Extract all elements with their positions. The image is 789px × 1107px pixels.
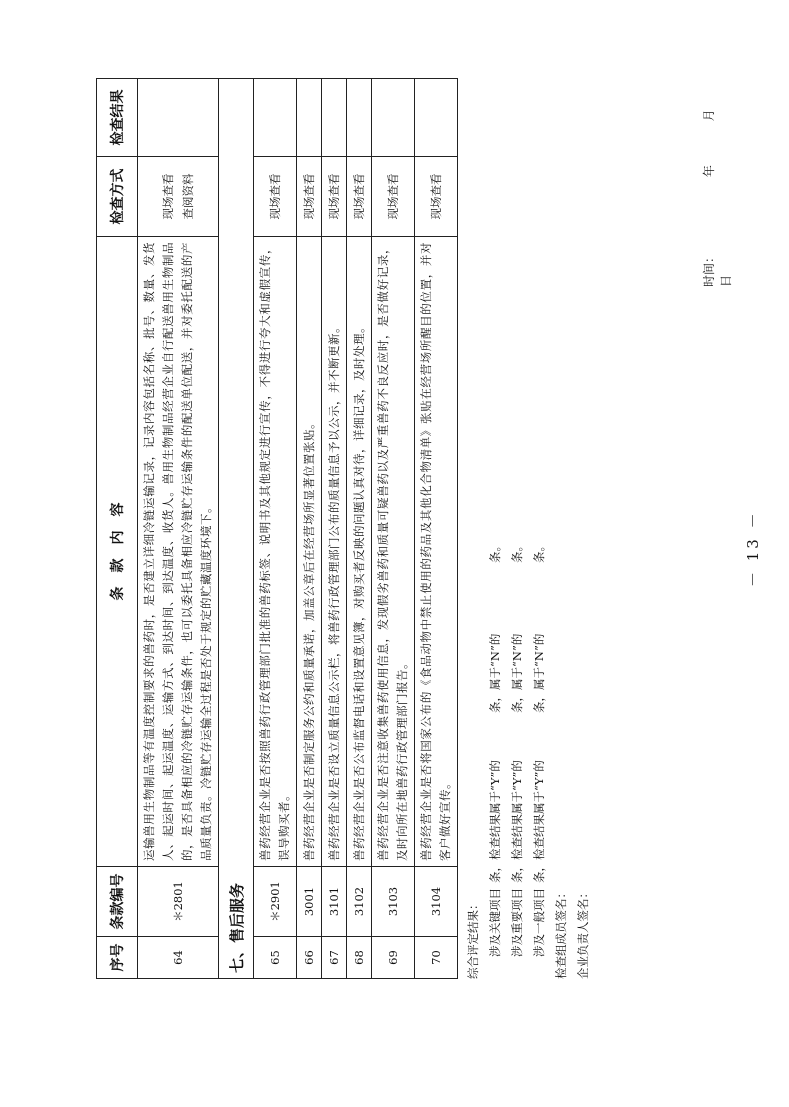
row-no: 67 [322, 937, 347, 979]
row-result [372, 79, 415, 157]
inspector-signature: 检查组成员签名： [554, 887, 568, 979]
summary-part: 条，属于“N”的 [510, 633, 524, 713]
summary-section [462, 69, 594, 979]
day-label: 日 [719, 274, 733, 287]
row-method [138, 157, 219, 237]
table-row [322, 79, 347, 979]
summary-item [484, 69, 506, 979]
row-content: 兽药经营企业是否将国家公布的《食品动物中禁止使用的药品及其他化合物清单》张贴在经营场所醒目的位置，并对客户做好宣传。 [415, 237, 458, 867]
summary-part: 条。 [488, 540, 502, 563]
table-header-row [97, 79, 138, 979]
summary-item [528, 69, 550, 979]
row-content: 兽药经营企业是否注意收集兽药使用信息，发现假劣兽药和质量可疑兽药以及严重兽药不良反应时，是否做好记录，及时向所在地兽药行政管理部门报告。 [372, 237, 415, 867]
row-clause: 3101 [322, 867, 347, 937]
row-content: 兽药经营企业是否公布监督电话和设置意见簿，对购买者反映的问题认真对待，详细记录，及时处理。 [347, 237, 372, 867]
row-method: 现场查看 [297, 157, 322, 237]
row-no: 70 [415, 937, 458, 979]
summary-item [506, 69, 528, 979]
footer [700, 69, 740, 979]
table-row [254, 79, 297, 979]
row-content: 兽药经营企业是否设立质量信息公示栏，将兽药行政管理部门公布的质量信息予以公示，并不断更新。 [322, 237, 347, 867]
header-no: 序号 [97, 937, 138, 979]
table-row [372, 79, 415, 979]
row-clause: 3104 [415, 867, 458, 937]
summary-part: 条。 [532, 540, 546, 563]
row-result [415, 79, 458, 157]
row-clause: ＊2901 [254, 867, 297, 937]
table-row [347, 79, 372, 979]
summary-part: 条，检查结果属于“Y”的 [510, 760, 524, 883]
row-result [254, 79, 297, 157]
row-method: 现场查看 [372, 157, 415, 237]
row-content: 兽药经营企业是否制定服务公约和质量承诺，加盖公章后在经营场所显著位置张贴。 [297, 237, 322, 867]
row-result [297, 79, 322, 157]
table-row [415, 79, 458, 979]
summary-label: 涉及关键项目 [488, 888, 502, 957]
year-label: 年 [702, 165, 716, 178]
summary-part: 条，属于“N”的 [532, 633, 546, 713]
row-clause: 3102 [347, 867, 372, 937]
time-label: 时间： [702, 250, 716, 287]
table-row [297, 79, 322, 979]
method-line: 现场查看 [161, 173, 175, 220]
table-row [138, 79, 219, 979]
row-no: 69 [372, 937, 415, 979]
row-method: 现场查看 [254, 157, 297, 237]
owner-signature: 企业负责人签名： [576, 887, 590, 979]
summary-title: 综合评定结果： [466, 898, 480, 979]
section-row [219, 79, 254, 979]
inspection-table [96, 78, 458, 979]
summary-label: 涉及重要项目 [510, 888, 524, 957]
date-line [700, 69, 734, 287]
summary-label: 涉及一般项目 [532, 888, 546, 957]
header-method: 检查方式 [97, 157, 138, 237]
row-method: 现场查看 [322, 157, 347, 237]
row-content: 运输兽用生物制品等有温度控制要求的兽药时，是否建立详细冷链运输记录，记录内容包括名称、批号、数量、发货人、起运时间、起运温度、运输方式、到达时间、到达温度、收货人。兽用生物制品经营企业自行配送兽用生物制品的，是否具备相应的冷链贮存运输条件，也可以委托具备相应冷链贮存运输条件的配送单位配送，并对委托配送的产品质量负责。冷链贮存运输全过程是否处于规定的贮藏温度环境下。 [138, 237, 219, 867]
summary-part: 条，属于“N”的 [488, 633, 502, 713]
row-content: 兽药经营企业是否按照兽药行政管理部门批准的兽药标签、说明书及其他规定进行宣传，不得进行夸大和虚假宣传，误导购买者。 [254, 237, 297, 867]
row-method: 现场查看 [415, 157, 458, 237]
month-label: 月 [702, 109, 716, 122]
row-no: 68 [347, 937, 372, 979]
row-no: 66 [297, 937, 322, 979]
row-result [347, 79, 372, 157]
summary-part: 条，检查结果属于“Y”的 [532, 760, 546, 883]
inspection-sheet [96, 69, 594, 979]
summary-part: 条。 [510, 540, 524, 563]
header-content: 条 款 内 容 [97, 237, 138, 867]
row-clause: 3103 [372, 867, 415, 937]
section-title: 七、售后服务 [219, 79, 254, 979]
row-clause: ＊2801 [138, 867, 219, 937]
page-number: － 13 － [744, 510, 762, 587]
row-no: 64 [138, 937, 219, 979]
method-line: 查阅资料 [181, 173, 195, 220]
header-result: 检查结果 [97, 79, 138, 157]
row-no: 65 [254, 937, 297, 979]
row-clause: 3001 [297, 867, 322, 937]
row-result [138, 79, 219, 157]
summary-part: 条，检查结果属于“Y”的 [488, 760, 502, 883]
header-clause: 条款编号 [97, 867, 138, 937]
row-result [322, 79, 347, 157]
row-method: 现场查看 [347, 157, 372, 237]
